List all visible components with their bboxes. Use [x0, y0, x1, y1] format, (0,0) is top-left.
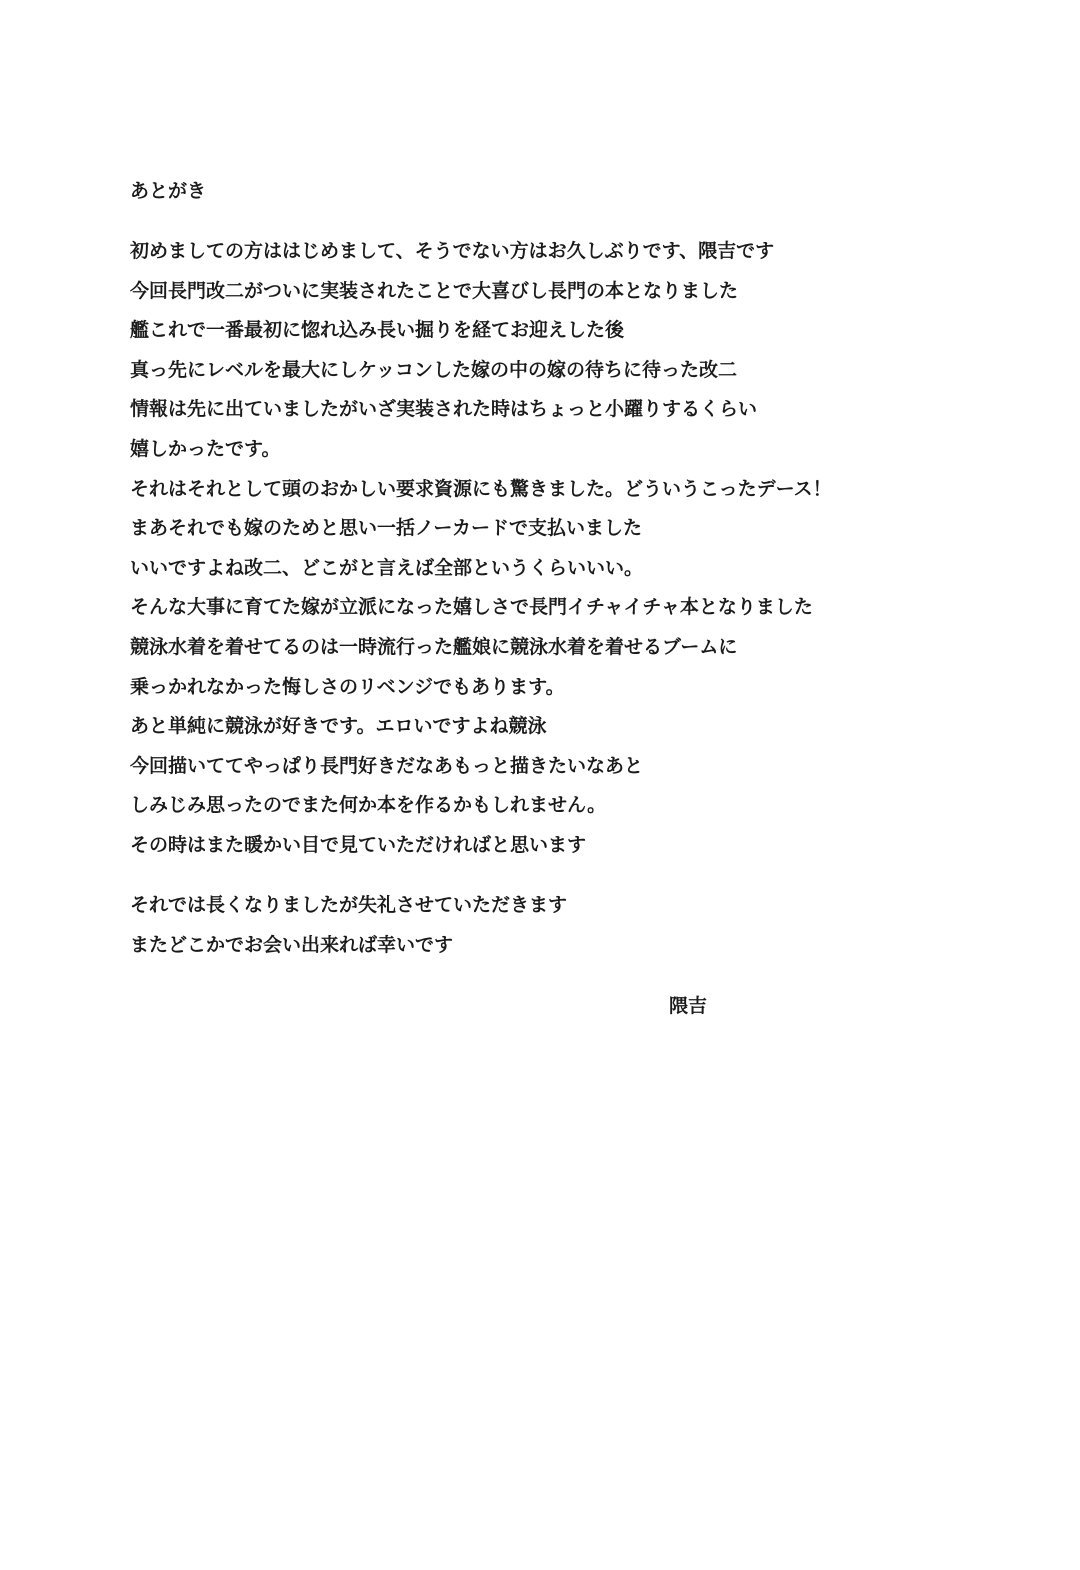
text-line: いいですよね改二、どこがと言えば全部というくらいいい。 [130, 556, 644, 579]
afterword-heading: あとがき [130, 180, 207, 202]
text-line: その時はまた暖かい目で見ていただければと思います [130, 833, 587, 856]
text-line: 嬉しかったです。 [130, 437, 281, 460]
text-line: 真っ先にレベルを最大にしケッコンした嫁の中の嫁の待ちに待った改二 [130, 358, 738, 381]
text-line: 艦これで一番最初に惚れ込み長い掘りを経てお迎えした後 [130, 319, 625, 342]
text-line: 今回長門改二がついに実装されたことで大喜びし長門の本となりました [130, 279, 739, 302]
text-line: 今回描いててやっぱり長門好きだなあもっと描きたいなあと [130, 754, 644, 777]
text-line: しみじみ思ったのでまた何か本を作るかもしれません。 [130, 794, 607, 817]
afterword-closing-paragraph [130, 886, 567, 965]
text-line: あと単純に競泳が好きです。エロいですよね競泳 [130, 715, 547, 738]
text-line: そんな大事に育てた嫁が立派になった嬉しさで長門イチャイチャ本となりました [130, 596, 813, 619]
text-line: 競泳水着を着せてるのは一時流行った艦娘に競泳水着を着せるブームに [130, 635, 738, 658]
text-line: 初めましての方ははじめまして、そうでない方はお久しぶりです、隈吉です [130, 240, 775, 262]
text-line: またどこかでお会い出来れば幸いです [130, 933, 454, 956]
text-line: 乗っかれなかった悔しさのリベンジでもあります。 [130, 675, 565, 698]
text-line: 情報は先に出ていましたがいざ実装された時はちょっと小躍りするくらい [130, 398, 758, 421]
text-line: それはそれとして頭のおかしい要求資源にも驚きました。どういうこったデース！ [130, 477, 832, 500]
text-line: まあそれでも嫁のためと思い一括ノーカードで支払いました [130, 517, 643, 540]
text-line: それでは長くなりましたが失礼させていただきます [130, 894, 568, 916]
author-signature: 隈吉 [669, 995, 708, 1017]
afterword-body-paragraph [130, 232, 832, 866]
